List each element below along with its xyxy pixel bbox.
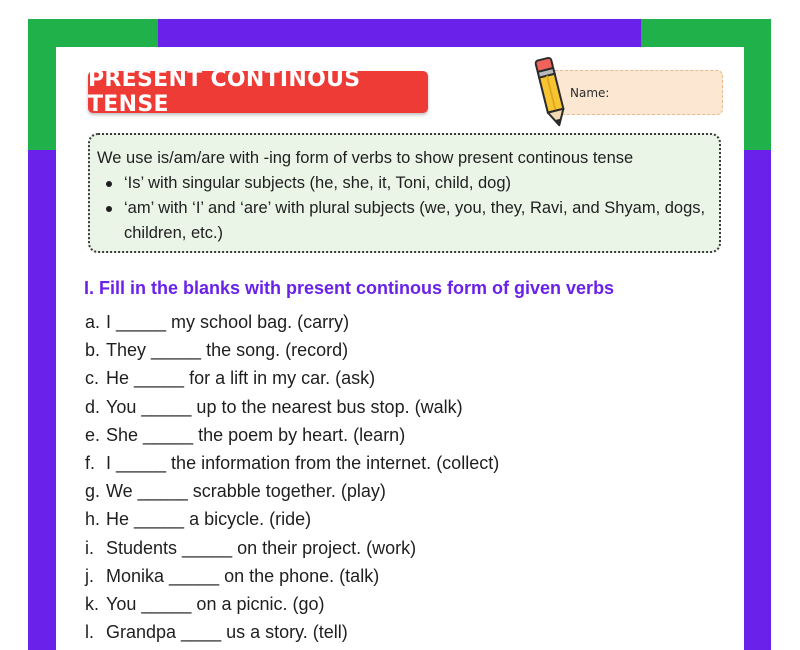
item-letter: l. (85, 622, 94, 643)
item-letter: f. (85, 452, 96, 473)
item-text: He _____ for a lift in my car. (ask) (106, 368, 376, 389)
item-letter: k. (85, 593, 100, 614)
exercise-item (85, 336, 499, 364)
name-label: Name: (570, 86, 610, 100)
item-text: Students _____ on their project. (work) (106, 537, 417, 558)
item-letter: h. (85, 509, 101, 530)
item-text: Grandpa ____ us a story. (tell) (106, 622, 348, 643)
item-letter: a. (85, 312, 101, 332)
bullet-dot (106, 206, 112, 212)
section-heading: I. Fill in the blanks with present continous form of given verbs (84, 278, 615, 298)
item-text: He _____ a bicycle. (ride) (106, 509, 312, 530)
rule-bullet-text: ‘am’ with ‘I’ and ‘are’ with plural subjects (we, you, they, Ravi, and Shyam, dogs, children, etc.) (124, 199, 706, 242)
item-text: I _____ the information from the internet. (collect) (106, 452, 500, 473)
item-text: I _____ my school bag. (carry) (106, 312, 350, 332)
worksheet-title: PRESENT CONTINOUS TENSE (88, 67, 361, 117)
item-letter: e. (85, 424, 101, 445)
exercise-item (85, 534, 499, 562)
exercise-item (85, 477, 499, 505)
item-text: We _____ scrabble together. (play) (106, 481, 386, 502)
exercise-item (85, 562, 499, 590)
item-letter: b. (85, 340, 101, 361)
title-banner (88, 67, 428, 117)
rule-bullets (102, 171, 710, 246)
exercise-item (85, 393, 499, 421)
item-text: She _____ the poem by heart. (learn) (106, 424, 406, 445)
item-letter: g. (85, 481, 101, 502)
rule-bullet-text: ‘Is’ with singular subjects (he, she, it, Toni, child, dog) (124, 174, 512, 192)
item-text: You _____ on a picnic. (go) (106, 593, 325, 614)
item-text: You _____ up to the nearest bus stop. (walk) (106, 396, 463, 417)
item-letter: d. (85, 396, 101, 417)
exercise-item (85, 364, 499, 392)
exercise-item (85, 618, 499, 646)
pencil-icon (530, 54, 574, 130)
item-text: Monika _____ on the phone. (talk) (106, 565, 380, 586)
exercise-item (85, 590, 499, 618)
exercise-item (85, 308, 499, 336)
exercise-item (85, 449, 499, 477)
rule-bullet (102, 171, 710, 196)
bullet-dot (106, 181, 112, 187)
item-letter: i. (85, 537, 94, 558)
item-letter: c. (85, 368, 100, 389)
rule-intro: We use is/am/are with -ing form of verbs to show present continous tense (97, 149, 634, 167)
item-text: They _____ the song. (record) (106, 340, 349, 361)
item-letter: j. (85, 565, 94, 586)
exercise-item (85, 505, 499, 533)
exercise-list (85, 308, 499, 646)
exercise-item (85, 421, 499, 449)
rule-bullet (102, 196, 710, 246)
